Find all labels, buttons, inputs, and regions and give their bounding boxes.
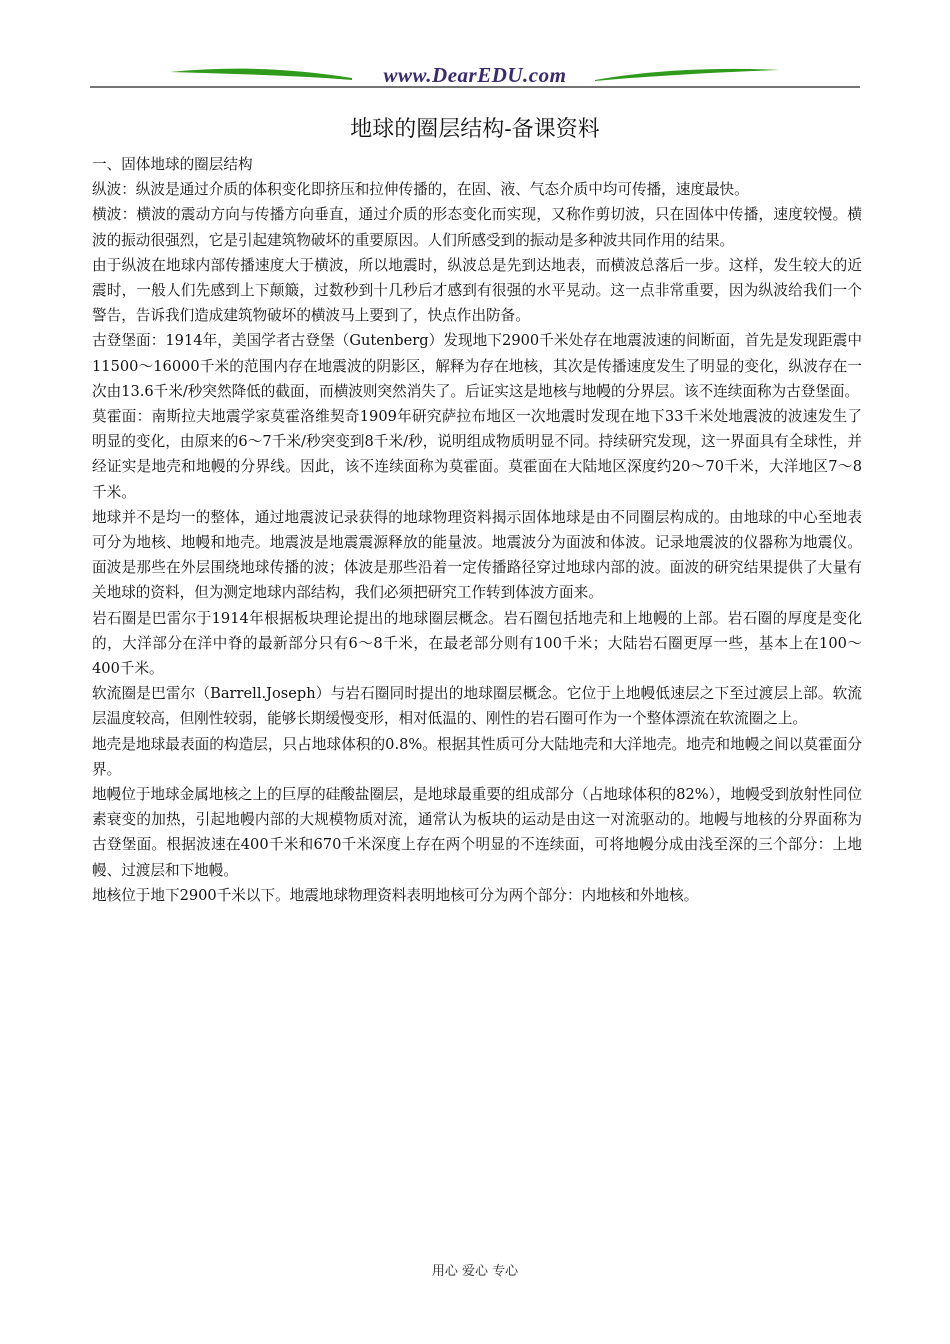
paragraph-lithosphere: 岩石圈是巴雷尔于1914年根据板块理论提出的地球圈层概念。岩石圈包括地壳和上地幔的上部。岩石圈的厚度是变化的，大洋部分在洋中脊的最新部分只有6～8千米，在最老部分则有100千米；大陆岩石圈更厚一些，基本上在100～400千米。 xyxy=(92,609,862,678)
document-title: 地球的圈层结构-备课资料 xyxy=(350,117,600,142)
page-footer: 用心 爱心 专心 xyxy=(431,1264,519,1279)
paragraph-earth-structure: 地球并不是均一的整体，通过地震波记录获得的地球物理资料揭示固体地球是由不同圈层构成的。由地球的中心至地表可分为地核、地幔和地壳。地震波是地震震源释放的能量波。地震波分为面波和体波。记录地震波的仪器称为地震仪。面波是那些在外层围绕地球传播的波；体波是那些沿着一定传播路径穿过地球内部的波。面波的研究结果提供了大量有关地球的资料，但为测定地球内部结构，我们必须把研究工作转到体波方面来。 xyxy=(92,508,862,602)
paragraph-s-wave: 横波：横波的震动方向与传播方向垂直，通过介质的形态变化而实现，又称作剪切波，只在固体中传播，速度较慢。横波的振动很强烈，它是引起建筑物破坏的重要原因。人们所感受到的振动是多种波共同作用的结果。 xyxy=(92,206,862,249)
paragraph-asthenosphere: 软流圈是巴雷尔（Barrell.Joseph）与岩石圈同时提出的地球圈层概念。它位于上地幔低速层之下至过渡层上部。软流层温度较高，但刚性较弱，能够长期缓慢变形，相对低温的、刚性的岩石圈可作为一个整体漂流在软流圈之上。 xyxy=(92,685,862,728)
paragraph-crust: 地壳是地球最表面的构造层，只占地球体积的0.8%。根据其性质可分大陆地壳和大洋地壳。地壳和地幔之间以莫霍面分界。 xyxy=(92,735,862,778)
paragraph-p-wave: 纵波：纵波是通过介质的体积变化即挤压和拉伸传播的，在固、液、气态介质中均可传播，速度最快。 xyxy=(92,181,749,199)
document-body xyxy=(92,152,862,908)
paragraph-mantle: 地幔位于地球金属地核之上的巨厚的硅酸盐圈层，是地球最重要的组成部分（占地球体积的82%），地幔受到放射性同位素衰变的加热，引起地幔内部的大规模物质对流，通常认为板块的运动是由这一对流驱动的。地幔与地核的分界面称为古登堡面。根据波速在400千米和670千米深度上存在两个明显的不连续面，可将地幔分成由浅至深的三个部分：上地幔、过渡层和下地幔。 xyxy=(92,786,862,879)
paragraph-core: 地核位于地下2900千米以下。地震地球物理资料表明地核可分为两个部分：内地核和外地核。 xyxy=(92,886,699,904)
site-brand: www.DearEDU.com xyxy=(383,63,567,87)
section-heading: 一、固体地球的圈层结构 xyxy=(92,156,253,173)
paragraph-moho: 莫霍面：南斯拉夫地震学家莫霍洛维契奇1909年研究萨拉布地区一次地震时发现在地下33千米处地震波的波速发生了明显的变化，由原来的6～7千米/秒突变到8千米/秒，说明组成物质明显不同。持续研究发现，这一界面具有全球性，并经证实是地壳和地幔的分界线。因此，该不连续面称为莫霍面。莫霍面在大陆地区深度约20～70千米，大洋地区7～8千米。 xyxy=(92,408,862,501)
paragraph-wave-arrival: 由于纵波在地球内部传播速度大于横波，所以地震时，纵波总是先到达地表，而横波总落后一步。这样，发生较大的近震时，一般人们先感到上下颠簸，过数秒到十几秒后才感到有很强的水平晃动。这一点非常重要，因为纵波给我们一个警告，告诉我们造成建筑物破坏的横波马上要到了，快点作出防备。 xyxy=(92,256,862,325)
paragraph-gutenberg: 古登堡面：1914年，美国学者古登堡（Gutenberg）发现地下2900千米处存在地震波速的间断面，首先是发现距震中11500～16000千米的范围内存在地震波的阴影区，解释为存在地核，其次是传播速度发生了明显的变化，纵波存在一次由13.6千米/秒突然降低的截面，而横波则突然消失了。后证实这是地核与地幔的分界层。该不连续面称为古登堡面。 xyxy=(92,332,862,400)
page-header xyxy=(90,58,860,90)
